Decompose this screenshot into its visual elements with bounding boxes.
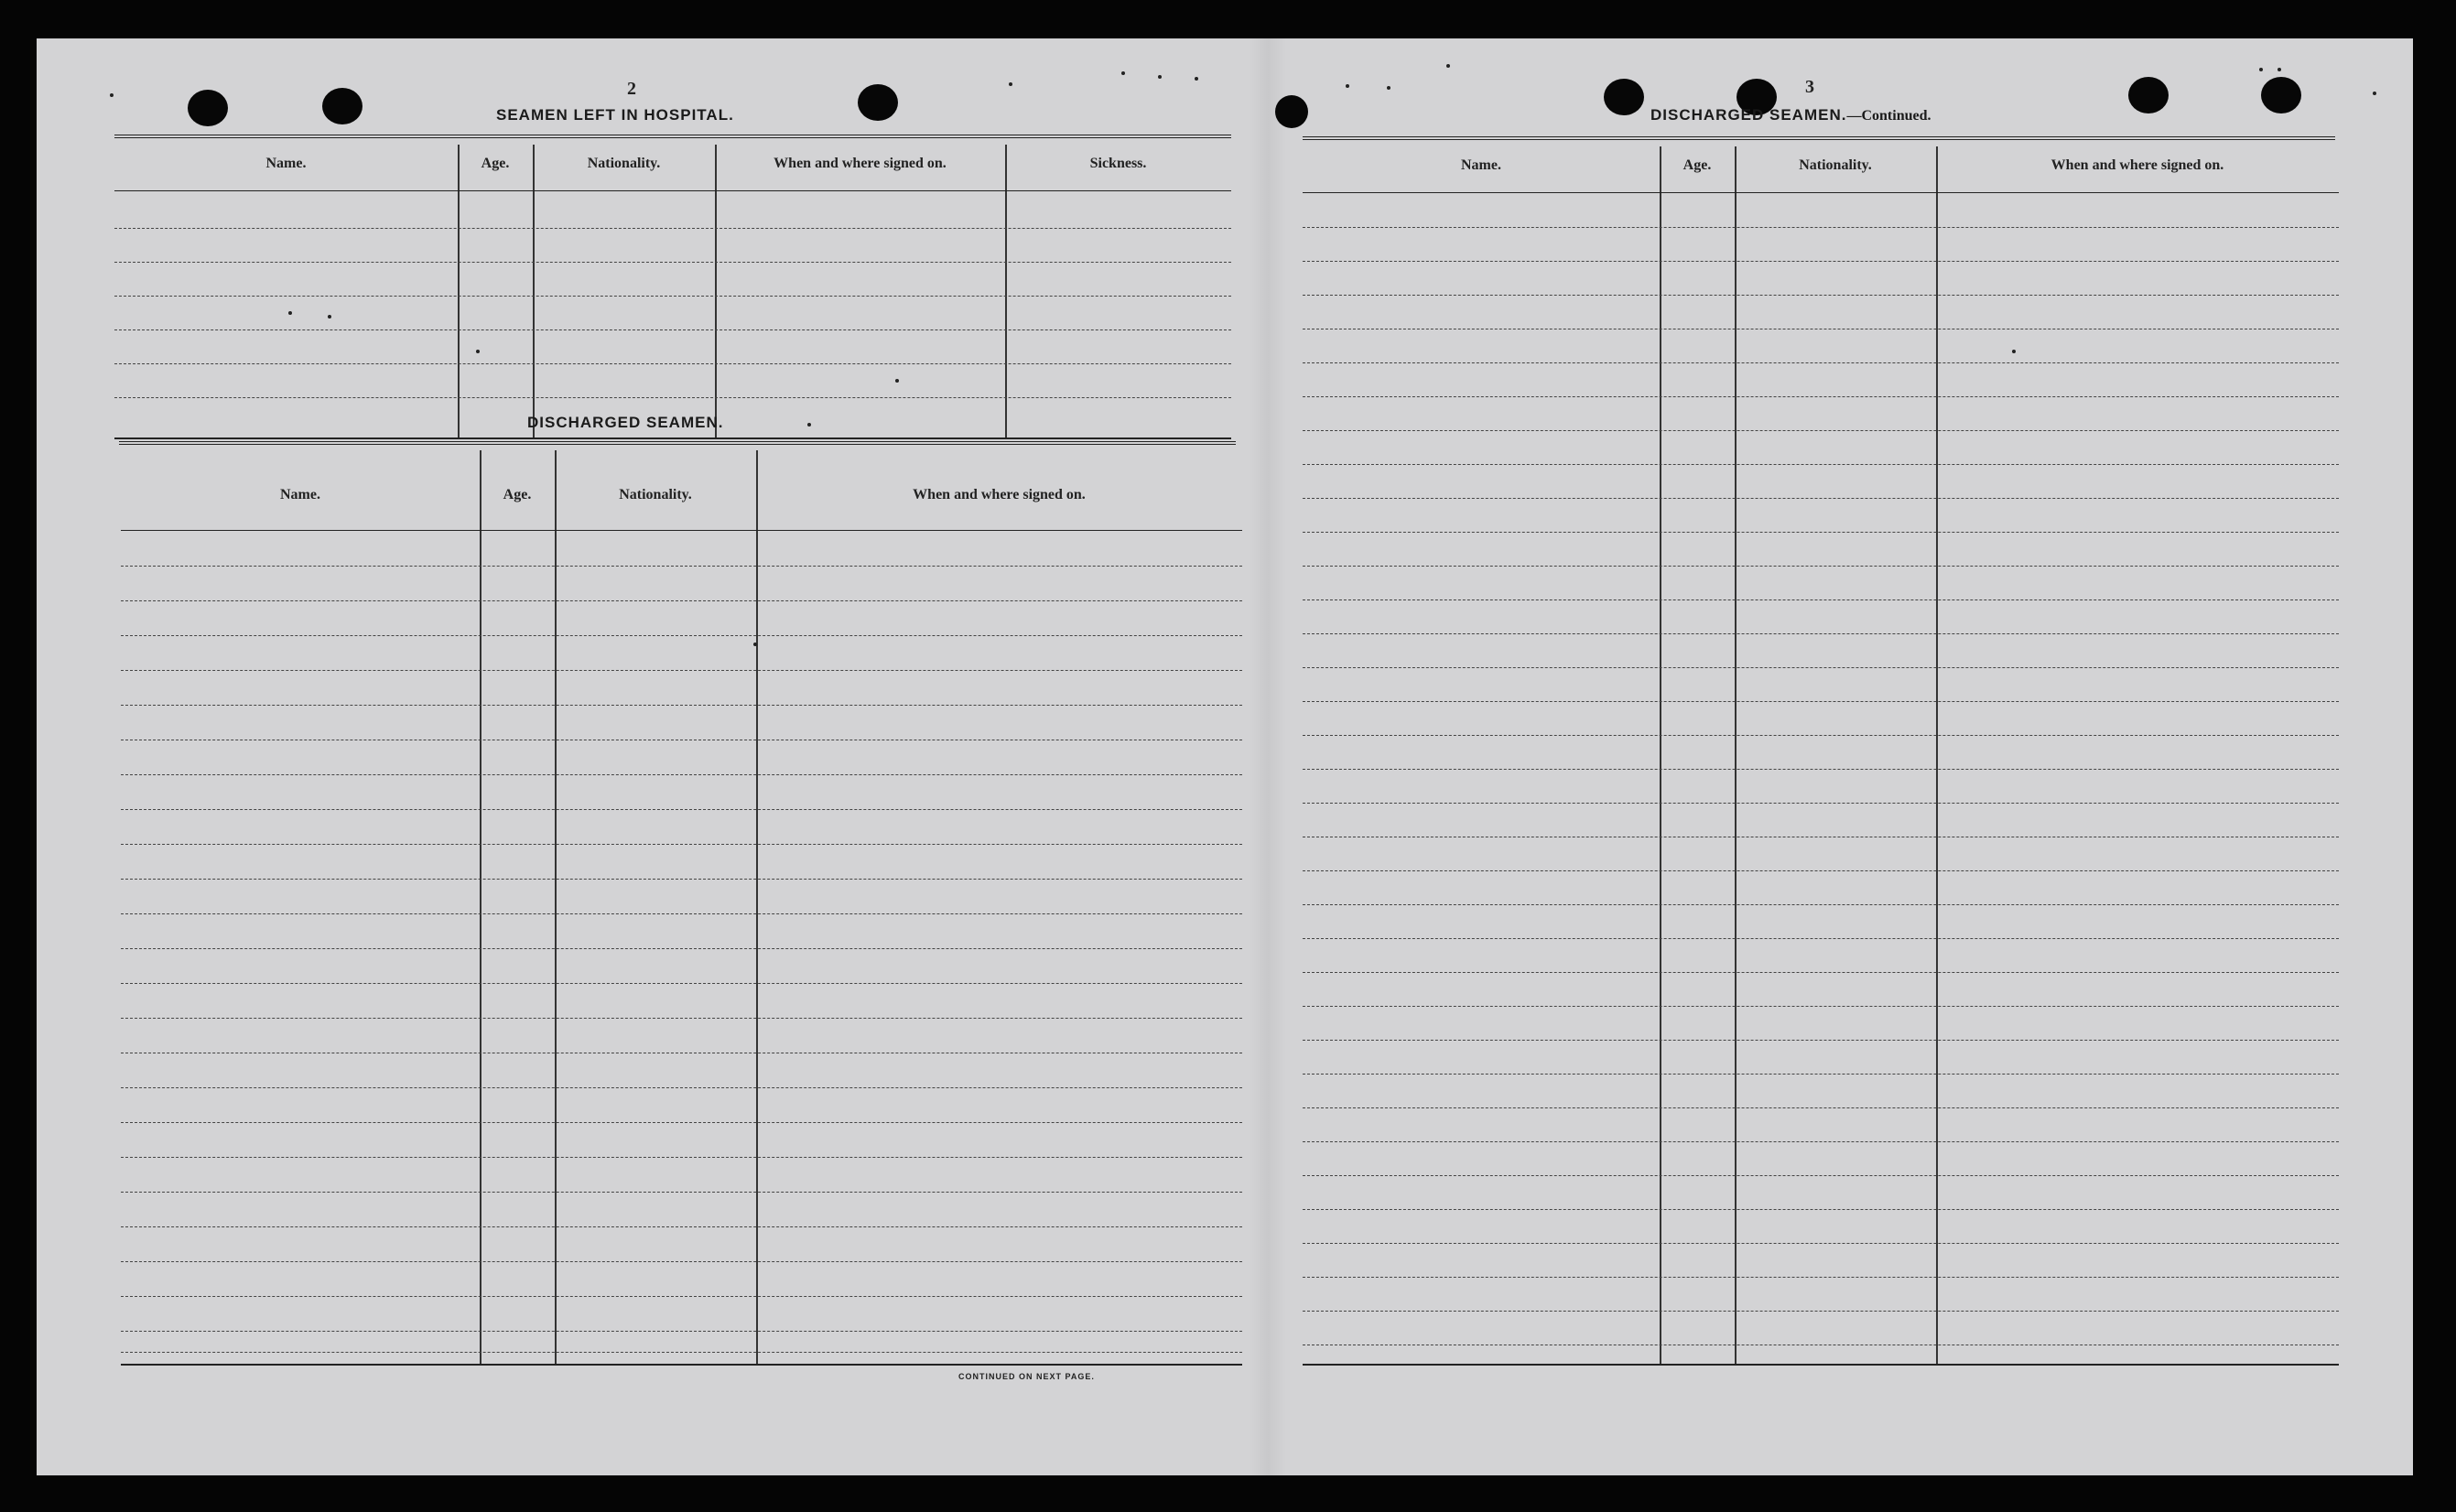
- table-bottom-rule: [121, 1364, 1242, 1366]
- table-row: [121, 600, 1242, 601]
- table-row: [1303, 870, 2339, 871]
- table-row: [1303, 1040, 2339, 1041]
- table-row: [121, 809, 1242, 810]
- column-header-nationality: Nationality.: [587, 156, 661, 171]
- section-title: DISCHARGED SEAMEN.: [527, 414, 724, 431]
- column-header-name: Name.: [280, 487, 320, 502]
- table-row: [1303, 295, 2339, 296]
- header-underline: [1303, 192, 2339, 193]
- table-row: [121, 879, 1242, 880]
- table-row: [121, 1261, 1242, 1262]
- table-row: [1303, 904, 2339, 905]
- table-row: [1303, 1074, 2339, 1075]
- table-row: [114, 296, 1231, 297]
- document-sheet: [37, 38, 2413, 1475]
- table-row: [1303, 261, 2339, 262]
- table-row: [121, 1226, 1242, 1227]
- table-row: [1303, 938, 2339, 939]
- divider: [114, 135, 1231, 138]
- punch-hole: [2128, 77, 2169, 113]
- hospital-table: [114, 145, 1231, 439]
- column-divider: [458, 145, 460, 439]
- header-underline: [114, 190, 1231, 191]
- table-row: [1303, 701, 2339, 702]
- column-divider: [533, 145, 535, 439]
- section-title: SEAMEN LEFT IN HOSPITAL.: [496, 106, 734, 124]
- table-row: [1303, 667, 2339, 668]
- table-row: [1303, 599, 2339, 600]
- table-row: [121, 844, 1242, 845]
- table-row: [1303, 1006, 2339, 1007]
- divider: [1303, 136, 2335, 140]
- table-row: [1303, 1107, 2339, 1108]
- table-row: [1303, 227, 2339, 228]
- column-header-name: Name.: [265, 156, 307, 171]
- discharged-continued-table: [1303, 146, 2339, 1366]
- table-row: [121, 1296, 1242, 1297]
- column-header-nationality: Nationality.: [1799, 157, 1872, 173]
- table-row: [114, 262, 1231, 263]
- table-row: [121, 1157, 1242, 1158]
- table-row: [1303, 362, 2339, 363]
- table-row: [1303, 769, 2339, 770]
- table-row: [1303, 803, 2339, 804]
- table-row: [121, 635, 1242, 636]
- punch-hole: [2261, 77, 2301, 113]
- punch-hole: [1275, 95, 1308, 128]
- table-bottom-rule: [1303, 1364, 2339, 1366]
- continued-note: CONTINUED ON NEXT PAGE.: [958, 1372, 1095, 1381]
- table-row: [121, 705, 1242, 706]
- table-row: [1303, 464, 2339, 465]
- column-divider: [480, 450, 481, 1366]
- column-header-signed-on: When and where signed on.: [913, 487, 1086, 502]
- column-header-age: Age.: [481, 156, 510, 171]
- table-row: [1303, 430, 2339, 431]
- table-row: [121, 1018, 1242, 1019]
- table-row: [1303, 735, 2339, 736]
- table-row: [1303, 566, 2339, 567]
- column-header-name: Name.: [1461, 157, 1501, 173]
- column-header-signed-on: When and where signed on.: [2050, 157, 2224, 173]
- table-row: [121, 1352, 1242, 1353]
- column-header-age: Age.: [503, 487, 532, 502]
- column-header-nationality: Nationality.: [619, 487, 692, 502]
- column-header-age: Age.: [1682, 157, 1712, 173]
- table-row: [1303, 972, 2339, 973]
- page-number: 2: [627, 79, 636, 99]
- table-row: [114, 228, 1231, 229]
- table-row: [121, 670, 1242, 671]
- column-divider: [1005, 145, 1007, 439]
- table-row: [1303, 396, 2339, 397]
- table-row: [121, 1122, 1242, 1123]
- section-title: [1650, 106, 1931, 124]
- table-row: [121, 1087, 1242, 1088]
- table-row: [1303, 498, 2339, 499]
- column-header-sickness: Sickness.: [1089, 156, 1147, 171]
- table-row: [121, 913, 1242, 914]
- section-title-suffix: —Continued.: [1846, 108, 1931, 124]
- punch-hole: [322, 88, 362, 124]
- table-row: [1303, 532, 2339, 533]
- column-divider: [555, 450, 557, 1366]
- table-row: [1303, 1175, 2339, 1176]
- punch-hole: [858, 84, 898, 121]
- punch-hole: [188, 90, 228, 126]
- table-row: [121, 983, 1242, 984]
- column-divider: [715, 145, 717, 439]
- section-title-text: DISCHARGED SEAMEN.: [1650, 106, 1847, 124]
- column-header-signed-on: When and where signed on.: [774, 156, 947, 171]
- page-fold: [1250, 38, 1286, 1475]
- page-number: 3: [1805, 77, 1814, 97]
- table-row: [1303, 1243, 2339, 1244]
- table-row: [121, 774, 1242, 775]
- divider: [119, 441, 1236, 445]
- table-row: [1303, 1209, 2339, 1210]
- table-bottom-rule: [114, 437, 1231, 439]
- table-row: [121, 948, 1242, 949]
- table-row: [121, 566, 1242, 567]
- column-divider: [756, 450, 758, 1366]
- table-row: [121, 1331, 1242, 1332]
- table-row: [1303, 1277, 2339, 1278]
- table-row: [114, 397, 1231, 398]
- table-row: [114, 363, 1231, 364]
- table-row: [114, 329, 1231, 330]
- punch-hole: [1604, 79, 1644, 115]
- table-row: [1303, 633, 2339, 634]
- table-row: [121, 1192, 1242, 1193]
- table-row: [1303, 1311, 2339, 1312]
- header-underline: [121, 530, 1242, 531]
- table-row: [1303, 1141, 2339, 1142]
- discharged-table: [121, 450, 1242, 1366]
